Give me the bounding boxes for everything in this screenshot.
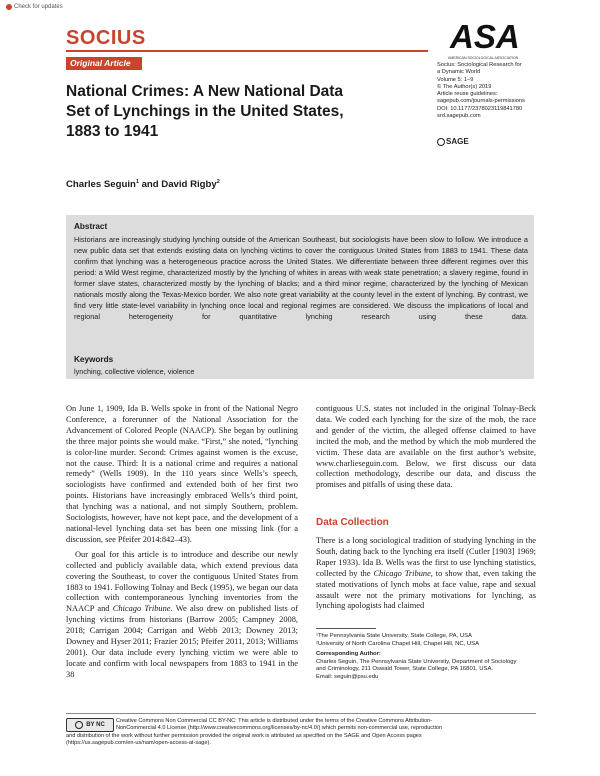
body-paragraph: On June 1, 1909, Ida B. Wells spoke in front of the National Negro Conference, a forerunner of the National Association for the Advancement of Colored People (NAACP). She began by outlining the three major points she would make. “First,” she noted, “lynching is color-line murder. Second: Crimes against women is the excuse, not the cause. Third: It is a national crime and requires a national remedy” (Wells 1909). In the 110 years since Wells’s speech, sociologists have confirmed and extended both of her first two points. Historians have increasingly embraced Wells’s third point, that lynching was a national, and not simply Southern, problem. Sociologists, however, have not kept pace, and the development of a national-level lynching data set has been one missing link (for a discussion, see Pfeifer 2014:842–43). — [66, 404, 298, 544]
sage-icon — [437, 138, 445, 146]
journal-info-line: srd.sagepub.com — [437, 113, 481, 120]
journal-info-line: Socius: Sociological Research for — [437, 62, 522, 68]
publication-name: Chicago Tribune — [373, 568, 431, 578]
corresponding-author-heading: Corresponding Author: — [316, 651, 381, 657]
author-affiliation-mark: 1 — [135, 179, 139, 185]
cc-icon — [75, 721, 83, 729]
body-left-column — [66, 404, 298, 681]
check-updates-label: Check for updates — [14, 4, 63, 10]
sage-label: SAGE — [446, 137, 469, 146]
journal-info-line: Article reuse guidelines: — [437, 91, 498, 98]
corresponding-author-line: and Criminology, 211 Oswald Tower, State College, PA 16801, USA. — [316, 666, 494, 672]
license-line: and distribution of the work without further permission provided the original work is attributed as specified on the SAGE and Open Access pages — [66, 733, 422, 739]
journal-info-line: DOI: 10.1177/2378023119841780 — [437, 105, 523, 112]
publication-name: Chicago Tribune — [112, 604, 171, 614]
body-right-column — [316, 404, 536, 491]
body-text: , to show that, even taking the stated motivations of lynch mobs at face value, rape and sexual assault were not the primary motivations for lynching, as lynching apologists had claimed — [316, 568, 536, 611]
cc-badge-label: BY NC — [86, 722, 105, 728]
license-text — [116, 718, 536, 733]
affiliation: ¹The Pennsylvania State University, State College, PA, USA — [316, 633, 472, 639]
journal-info-line: a Dynamic World — [437, 69, 481, 76]
footnotes — [316, 633, 541, 681]
title-line: Set of Lynchings in the United States, — [66, 103, 344, 120]
author-name: Charles Seguin — [66, 179, 136, 191]
license-line: NonCommercial 4.0 License (http://www.creativecommons.org/licenses/by-nc/4.0/) which permits non-commercial use, reproduction — [116, 725, 443, 732]
license-text-cont — [66, 733, 536, 748]
abstract-heading: Abstract — [74, 222, 108, 231]
asa-subtitle: AMERICAN SOCIOLOGICAL ASSOCIATION — [448, 56, 519, 60]
author-affiliation-mark: 2 — [216, 179, 220, 185]
body-text: Our goal for this article is to introduce and describe our newly collected and publicly available data, which extend previous data covering the Southeast, to cover the contiguous United States from 1883 to 1941. Following Tolnay and Beck (1995), we began our data collection with contemporaneous lynching inventories from the NAACP and — [66, 549, 298, 614]
author-list — [66, 179, 220, 190]
body-right-column-cont — [316, 536, 536, 612]
keywords-heading: Keywords — [74, 355, 114, 364]
creative-commons-badge — [66, 718, 114, 732]
author-conjunction: and — [138, 179, 162, 191]
journal-info-line: © The Author(s) 2019 — [437, 83, 492, 90]
asa-logo — [448, 18, 520, 54]
journal-logo: SOCIUS — [66, 27, 146, 49]
title-line: National Crimes: A New National Data — [66, 83, 344, 100]
author-name: David Rigby — [161, 179, 217, 191]
body-text: . We also drew on published lists of lynching victims from historians (Barrow 2005; Campney 2008, 2018; Carrigan 2004; Carrigan and Webb 2013; Downey 2013; Downey and Hyser 2011; Frazier 2015; Pfeifer 2011, 2013; Williams 2001). Our data include every lynching victim we were able to locate and confirm with local newspapers from 1883 to 1941 in the 38 — [66, 604, 299, 679]
affiliation: ²University of North Carolina Chapel Hill, Chapel Hill, NC, USA — [316, 640, 480, 647]
corresponding-author-email[interactable]: Email: seguin@psu.edu — [316, 673, 379, 680]
article-type-tag: Original Article — [66, 57, 142, 70]
body-text: There is a long sociological tradition of studying lynching in the South, dating back to the lynching era itself (Cutler [1903] 1969; Raper 1933). Ida B. Wells was the first to use lynching statistics, collected by the — [316, 536, 536, 578]
journal-info — [437, 62, 567, 120]
article-title — [66, 82, 396, 142]
check-for-updates-badge[interactable] — [6, 4, 63, 10]
body-paragraph — [66, 550, 298, 681]
license-divider — [66, 713, 536, 714]
license-line[interactable]: (https://us.sagepub.com/en-us/nam/open-access-at-sage). — [66, 740, 211, 747]
check-updates-icon — [6, 4, 12, 10]
header-divider — [66, 50, 428, 52]
journal-info-line: Volume 5: 1–9 — [437, 76, 474, 83]
abstract-text: Historians are increasingly studying lynching outside of the American Southeast, but sociologists have been slow to follow. We introduce a new public data set that extends existing data on lynching victims to cover the contiguous United States from 1883 to 1941. These data confirm that lynching was a heterogeneous practice across the United States. We differentiate between three different regimes over this period: a Wild West regime, characterized mostly by the lynching of whites in areas with weak state penetration; a slavery regime, found in former slave states, characterized mostly by the lynching of blacks; and a third minor regime, characterized by the lynching of Mexican nationals mostly along the Texas-Mexico border. We also note great variability at the county level in the extent of lynching. By contrast, we find very little state-level variability in lynching once local and regional regimes are considered. We discuss the implications of local and regional heterogeneity for quantitative lynching research using these data. — [74, 235, 528, 321]
license-line: Creative Commons Non Commercial CC BY-NC: This article is distributed under the terms of the Creative Commons Attribution- — [116, 718, 433, 724]
title-line: 1883 to 1941 — [66, 123, 159, 140]
corresponding-author-line: Charles Seguin, The Pennsylvania State University, Department of Sociology — [316, 658, 517, 665]
asa-logo-text: ASA — [450, 18, 520, 54]
sage-logo — [437, 137, 469, 146]
body-paragraph: contiguous U.S. states not included in the original Tolnay-Beck data. We coded each lynching for the size of the mob, the race and gender of the victim, the alleged offense claimed to have incited the mob, and the method by which the mob murdered the victim. These data are available on the first author’s website, www.charlieseguin.com. Below, we first discuss our data collection methodology, describe our data, and discuss the promises and pitfalls of using these data. — [316, 404, 536, 490]
section-heading: Data Collection — [316, 517, 389, 528]
keywords-text: lynching, collective violence, violence — [74, 367, 195, 376]
journal-info-line: sagepub.com/journals-permissions — [437, 98, 525, 105]
footnote-divider — [316, 628, 376, 629]
body-paragraph — [316, 536, 536, 612]
